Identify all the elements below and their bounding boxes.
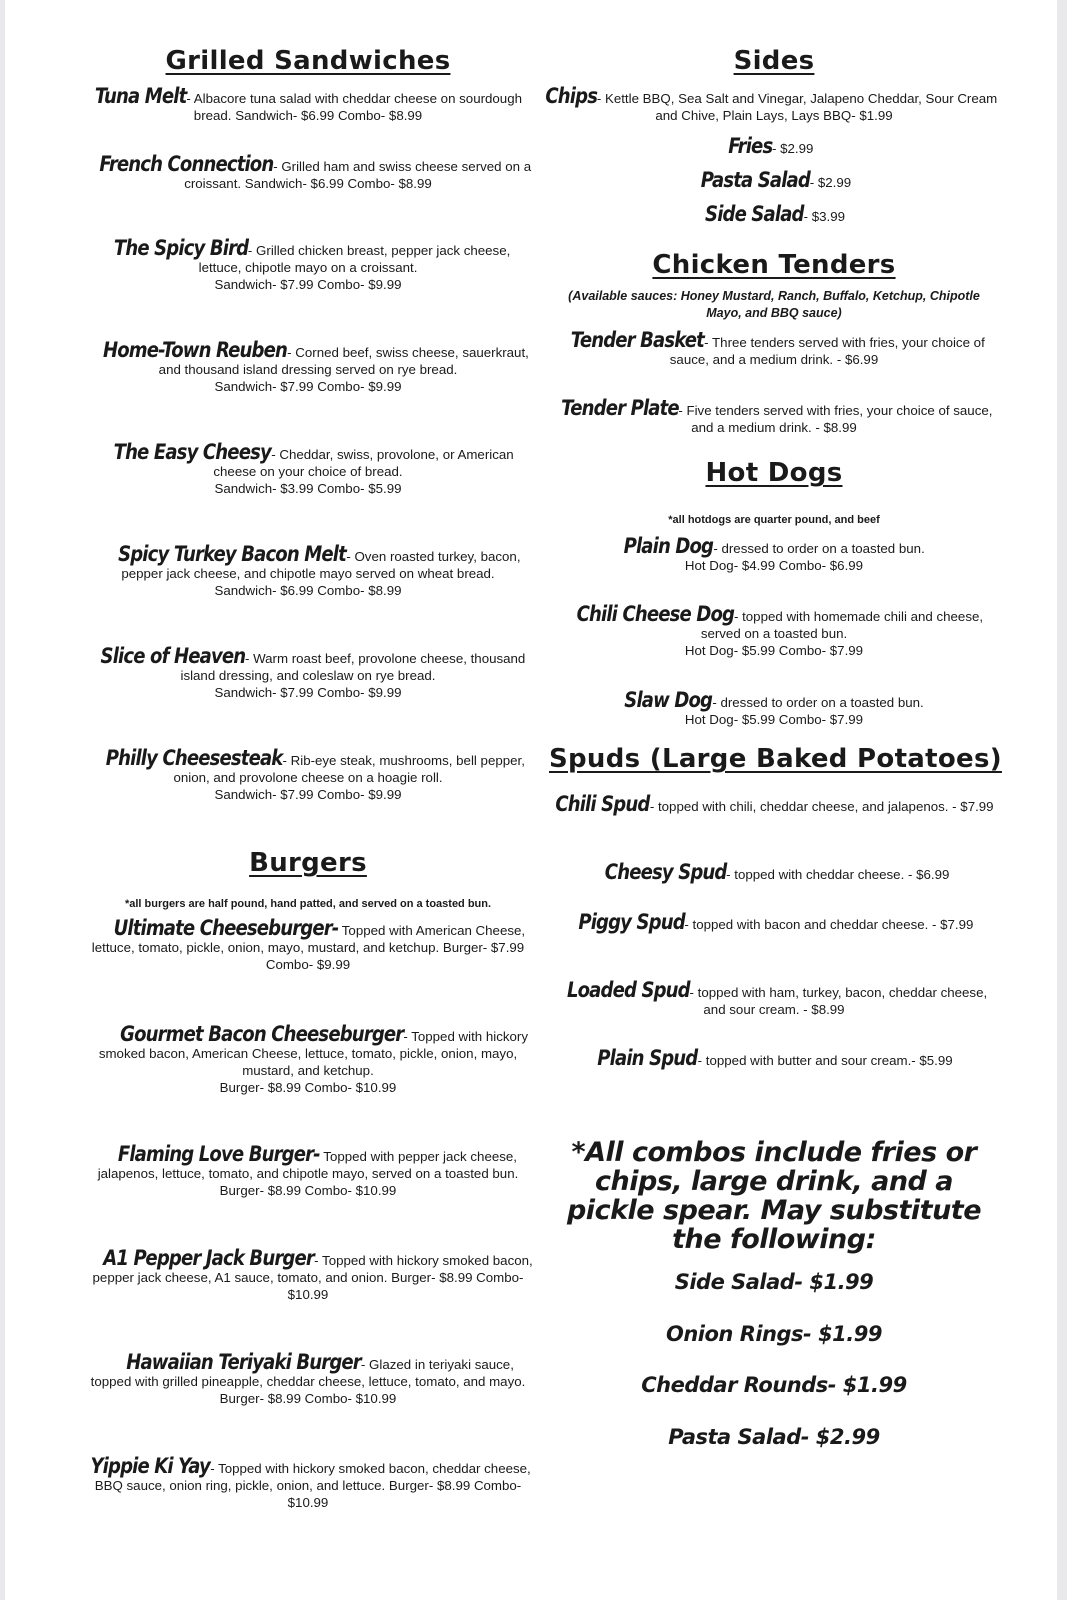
item-price: Hot Dog- $4.99 Combo- $6.99: [684, 558, 864, 573]
item-description: - Kettle BBQ, Sea Salt and Vinegar, Jalapeno Cheddar, Sour Cream and Chive, Plain Lays, Lays BBQ- $1.99: [596, 91, 998, 123]
item-description: - $2.99: [809, 175, 852, 190]
item-description: - Albacore tuna salad with cheddar cheese on sourdough bread. Sandwich- $6.99 Combo- $8.99: [186, 91, 522, 123]
item-description: - Topped with hickory smoked bacon, American Cheese, lettuce, tomato, pickle, onion, mayo, mustard, and ketchup.: [98, 1029, 528, 1078]
section-title-burgers: Burgers: [249, 848, 367, 878]
substitution-item: Side Salad- $1.99: [674, 1270, 874, 1294]
menu-item: [83, 1142, 533, 1199]
item-name: The Easy Cheesy: [113, 440, 272, 464]
item-name: Loaded Spud: [566, 978, 690, 1002]
item-name: Fries: [727, 134, 772, 158]
item-description: - Topped with hickory smoked bacon, pepper jack cheese, A1 sauce, tomato, and onion. Burger- $8.99 Combo- $10.99: [92, 1253, 533, 1302]
menu-item: [83, 1350, 533, 1407]
item-name: Tender Plate: [560, 396, 679, 420]
item-name: French Connection: [99, 152, 274, 176]
section-title-chicken-tenders: Chicken Tenders: [652, 250, 896, 280]
item-name: Philly Cheesesteak: [105, 746, 283, 770]
item-price: Sandwich- $7.99 Combo- $9.99: [214, 379, 402, 394]
item-name: Tuna Melt: [94, 84, 187, 108]
item-description: - Grilled chicken breast, pepper jack cheese, lettuce, chipotle mayo on a croissant.: [198, 243, 511, 275]
item-name: The Spicy Bird: [113, 236, 248, 260]
item-name: Chili Spud: [555, 792, 650, 816]
menu-item: [549, 328, 999, 368]
item-name: Slaw Dog: [624, 688, 713, 712]
item-name: Ultimate Cheeseburger-: [113, 916, 339, 940]
item-description: - Grilled ham and swiss cheese served on a croissant. Sandwich- $6.99 Combo- $8.99: [184, 159, 532, 191]
menu-item: [549, 534, 999, 574]
item-description: - topped with homemade chili and cheese, served on a toasted bun.: [700, 609, 984, 641]
menu-item: [83, 152, 533, 192]
item-name: Tender Basket: [570, 328, 705, 352]
item-description: - Oven roasted turkey, bacon, pepper jack cheese, and chipotle mayo served on wheat bread.: [121, 549, 521, 581]
item-name: Hawaiian Teriyaki Burger: [126, 1350, 361, 1374]
item-description: - topped with butter and sour cream.- $5.99: [697, 1053, 953, 1068]
menu-item: [549, 1046, 999, 1070]
item-description: - Five tenders served with fries, your choice of sauce, and a medium drink. - $8.99: [678, 403, 993, 435]
menu-item: [549, 860, 999, 884]
section-title-sides: Sides: [733, 46, 815, 76]
item-price: Hot Dog- $5.99 Combo- $7.99: [684, 712, 864, 727]
item-name: Slice of Heaven: [100, 644, 245, 668]
menu-item: [83, 916, 533, 973]
menu-item: [549, 688, 999, 728]
section-note-tenders: (Available sauces: Honey Mustard, Ranch, Buffalo, Ketchup, Chipotle Mayo, and BBQ sauce): [568, 289, 980, 320]
menu-item: [549, 792, 999, 816]
item-name: Plain Dog: [623, 534, 714, 558]
item-description: - Warm roast beef, provolone cheese, thousand island dressing, and coleslaw on rye bread.: [180, 651, 526, 683]
item-name: Gourmet Bacon Cheeseburger: [120, 1022, 404, 1046]
menu-item: [549, 168, 999, 192]
menu-item: [549, 978, 999, 1018]
menu-page: [5, 0, 1057, 1600]
substitution-item: Cheddar Rounds- $1.99: [641, 1373, 907, 1397]
item-description: - $3.99: [803, 209, 845, 224]
menu-item: [83, 1246, 533, 1303]
menu-item: [83, 84, 533, 124]
combo-note: *All combos include fries or chips, large drink, and a pickle spear. May substitute the following:: [566, 1137, 982, 1255]
item-name: Pasta Salad: [700, 168, 810, 192]
item-price: Sandwich- $7.99 Combo- $9.99: [214, 277, 402, 292]
item-description: - Glazed in teriyaki sauce, topped with grilled pineapple, cheddar cheese, lettuce, tomato, and mayo. Burger- $8.99 Combo- $10.99: [90, 1357, 526, 1406]
menu-item: [83, 1454, 533, 1511]
item-description: - dressed to order on a toasted bun.: [713, 541, 925, 556]
item-name: A1 Pepper Jack Burger: [103, 1246, 315, 1270]
substitution-item: Onion Rings- $1.99: [666, 1322, 882, 1346]
item-description: - Three tenders served with fries, your choice of sauce, and a medium drink. - $6.99: [669, 335, 985, 367]
item-description: - topped with chili, cheddar cheese, and jalapenos. - $7.99: [649, 799, 994, 814]
section-title-grilled-sandwiches: Grilled Sandwiches: [165, 46, 451, 76]
menu-item: [549, 202, 999, 226]
item-description: - Rib-eye steak, mushrooms, bell pepper, onion, and provolone cheese on a hoagie roll.: [173, 753, 525, 785]
item-description: - topped with ham, turkey, bacon, cheddar cheese, and sour cream. - $8.99: [689, 985, 988, 1017]
menu-item: [83, 746, 533, 803]
menu-item: [549, 602, 999, 659]
menu-item: [545, 84, 999, 124]
item-name: Yippie Ki Yay: [90, 1454, 211, 1478]
item-name: Home-Town Reuben: [103, 338, 288, 362]
item-description: - $2.99: [771, 141, 814, 156]
item-description: - topped with cheddar cheese. - $6.99: [726, 867, 950, 882]
item-description: Topped with American Cheese, lettuce, tomato, pickle, onion, mayo, mustard, and ketchup. Burger- $7.99 Combo- $9.99: [91, 923, 526, 972]
item-name: Chili Cheese Dog: [576, 602, 734, 626]
section-title-spuds: Spuds (Large Baked Potatoes): [549, 744, 1002, 774]
item-price: Sandwich- $6.99 Combo- $8.99: [214, 583, 402, 598]
section-title-hot-dogs: Hot Dogs: [705, 458, 843, 488]
item-name: Spicy Turkey Bacon Melt: [118, 542, 347, 566]
item-price: Sandwich- $3.99 Combo- $5.99: [214, 481, 402, 496]
item-price: Sandwich- $7.99 Combo- $9.99: [214, 685, 402, 700]
item-name: Chips: [545, 84, 597, 108]
item-description: Topped with pepper jack cheese, jalapenos, lettuce, tomato, and chipotle mayo, served on a toasted bun. Burger- $8.99 Combo- $10.99: [97, 1149, 519, 1198]
menu-item: [549, 396, 999, 436]
item-description: - Topped with hickory smoked bacon, cheddar cheese, BBQ sauce, onion ring, pickle, onion, and lettuce. Burger- $8.99 Combo- $10.99: [94, 1461, 531, 1510]
item-description: - Corned beef, swiss cheese, sauerkraut, and thousand island dressing served on rye bread.: [158, 345, 529, 377]
menu-item: [83, 542, 533, 599]
item-price: Sandwich- $7.99 Combo- $9.99: [214, 787, 402, 802]
item-name: Side Salad: [705, 202, 804, 226]
item-name: Cheesy Spud: [604, 860, 727, 884]
item-price: Hot Dog- $5.99 Combo- $7.99: [684, 643, 864, 658]
menu-item: [83, 338, 533, 395]
menu-item: [83, 644, 533, 701]
substitution-item: Pasta Salad- $2.99: [668, 1425, 880, 1449]
section-note-hot-dogs: *all hotdogs are quarter pound, and beef: [668, 514, 880, 526]
menu-item: [549, 910, 999, 934]
item-description: - dressed to order on a toasted bun.: [712, 695, 924, 710]
item-description: - topped with bacon and cheddar cheese. - $7.99: [684, 917, 974, 932]
menu-item: [83, 1022, 533, 1096]
menu-item: [83, 440, 533, 497]
menu-item: [549, 134, 999, 158]
item-description: - Cheddar, swiss, provolone, or American cheese on your choice of bread.: [213, 447, 514, 479]
item-name: Flaming Love Burger-: [117, 1142, 320, 1166]
menu-item: [83, 236, 533, 293]
item-name: Plain Spud: [597, 1046, 698, 1070]
item-price: Burger- $8.99 Combo- $10.99: [219, 1080, 397, 1095]
item-name: Piggy Spud: [577, 910, 685, 934]
section-note-burgers: *all burgers are half pound, hand patted, and served on a toasted bun.: [124, 898, 492, 910]
